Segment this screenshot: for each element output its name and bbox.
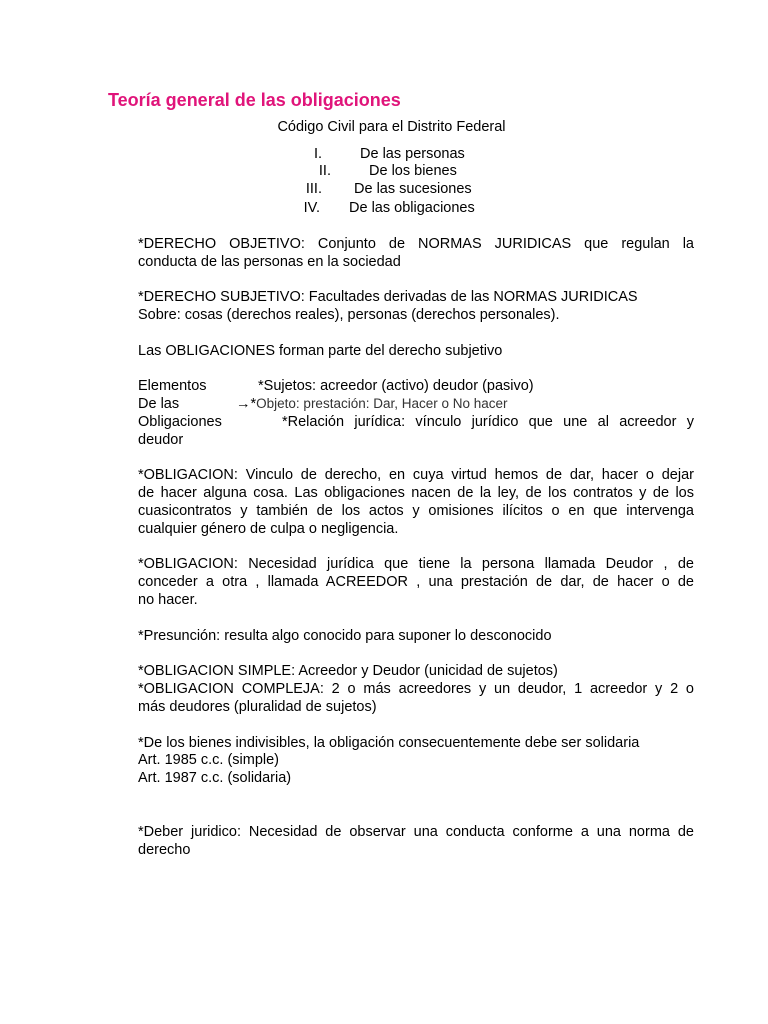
document-title: Teoría general de las obligaciones xyxy=(108,90,401,110)
bienes-indivisibles-line: *De los bienes indivisibles, la obligación consecuentemente debe ser solidaria xyxy=(138,735,640,751)
book-label: De las sucesiones xyxy=(354,181,472,197)
book-number: IV. xyxy=(303,200,320,216)
obligacion-definicion-line: cuasicontratos y también de los actos y omisiones ilícitos o en que intervenga xyxy=(138,503,694,519)
objeto-star: * xyxy=(250,396,257,412)
book-number: I. xyxy=(313,146,322,162)
obligaciones-forman-parte: Las OBLIGACIONES forman parte del derecho subjetivo xyxy=(138,343,503,359)
objeto-item xyxy=(236,395,508,413)
obligacion-definicion-line: cualquier género de culpa o negligencia. xyxy=(138,521,399,537)
book-number: III. xyxy=(305,181,322,197)
derecho-objetivo-line: conducta de las personas en la sociedad xyxy=(138,254,401,270)
obligacion-definicion-line: de hacer alguna cosa. Las obligaciones nacen de la ley, de los contratos y de los xyxy=(138,485,694,501)
sujetos-item: *Sujetos: acreedor (activo) deudor (pasivo) xyxy=(258,378,534,394)
objeto-text: Objeto: prestación: Dar, Hacer o No hacer xyxy=(256,396,508,411)
articulo-line: Art. 1987 c.c. (solidaria) xyxy=(138,770,292,786)
elementos-label: Obligaciones xyxy=(138,414,222,430)
obligacion-necesidad-line: conceder a otra , llamada ACREEDOR , una prestación de dar, de hacer o de xyxy=(138,574,694,590)
book-number: II. xyxy=(318,163,331,179)
obligacion-necesidad-line: *OBLIGACION: Necesidad jurídica que tiene la persona llamada Deudor , de xyxy=(138,556,694,572)
obligacion-compleja-line: más deudores (pluralidad de sujetos) xyxy=(138,699,377,715)
obligacion-definicion-line: *OBLIGACION: Vinculo de derecho, en cuya virtud hemos de dar, hacer o dejar xyxy=(138,467,694,483)
elementos-label: deudor xyxy=(138,432,184,448)
elementos-label: De las xyxy=(138,396,180,412)
derecho-subjetivo-line: *DERECHO SUBJETIVO: Facultades derivadas de las NORMAS JURIDICAS xyxy=(138,289,638,305)
derecho-objetivo-line: *DERECHO OBJETIVO: Conjunto de NORMAS JURIDICAS que regulan la xyxy=(138,236,694,252)
arrow-icon: → xyxy=(236,396,251,412)
book-label: De las personas xyxy=(360,146,465,162)
obligacion-simple-line: *OBLIGACION SIMPLE: Acreedor y Deudor (unicidad de sujetos) xyxy=(138,663,558,679)
derecho-subjetivo-line: Sobre: cosas (derechos reales), personas (derechos personales). xyxy=(138,307,560,323)
obligacion-necesidad-line: no hacer. xyxy=(138,592,198,608)
book-label: De los bienes xyxy=(369,163,457,179)
elementos-label: Elementos xyxy=(138,378,207,394)
obligacion-compleja-line: *OBLIGACION COMPLEJA: 2 o más acreedores y un deudor, 1 acreedor y 2 o xyxy=(138,681,694,697)
book-label: De las obligaciones xyxy=(349,200,475,216)
articulo-line: Art. 1985 c.c. (simple) xyxy=(138,752,280,768)
document-subtitle: Código Civil para el Distrito Federal xyxy=(277,119,506,135)
deber-juridico-line: *Deber juridico: Necesidad de observar una conducta conforme a una norma de xyxy=(138,824,694,840)
presuncion-line: *Presunción: resulta algo conocido para suponer lo desconocido xyxy=(138,628,552,644)
relacion-item: *Relación jurídica: vínculo jurídico que une al acreedor y xyxy=(282,414,694,430)
deber-juridico-line: derecho xyxy=(138,842,191,858)
